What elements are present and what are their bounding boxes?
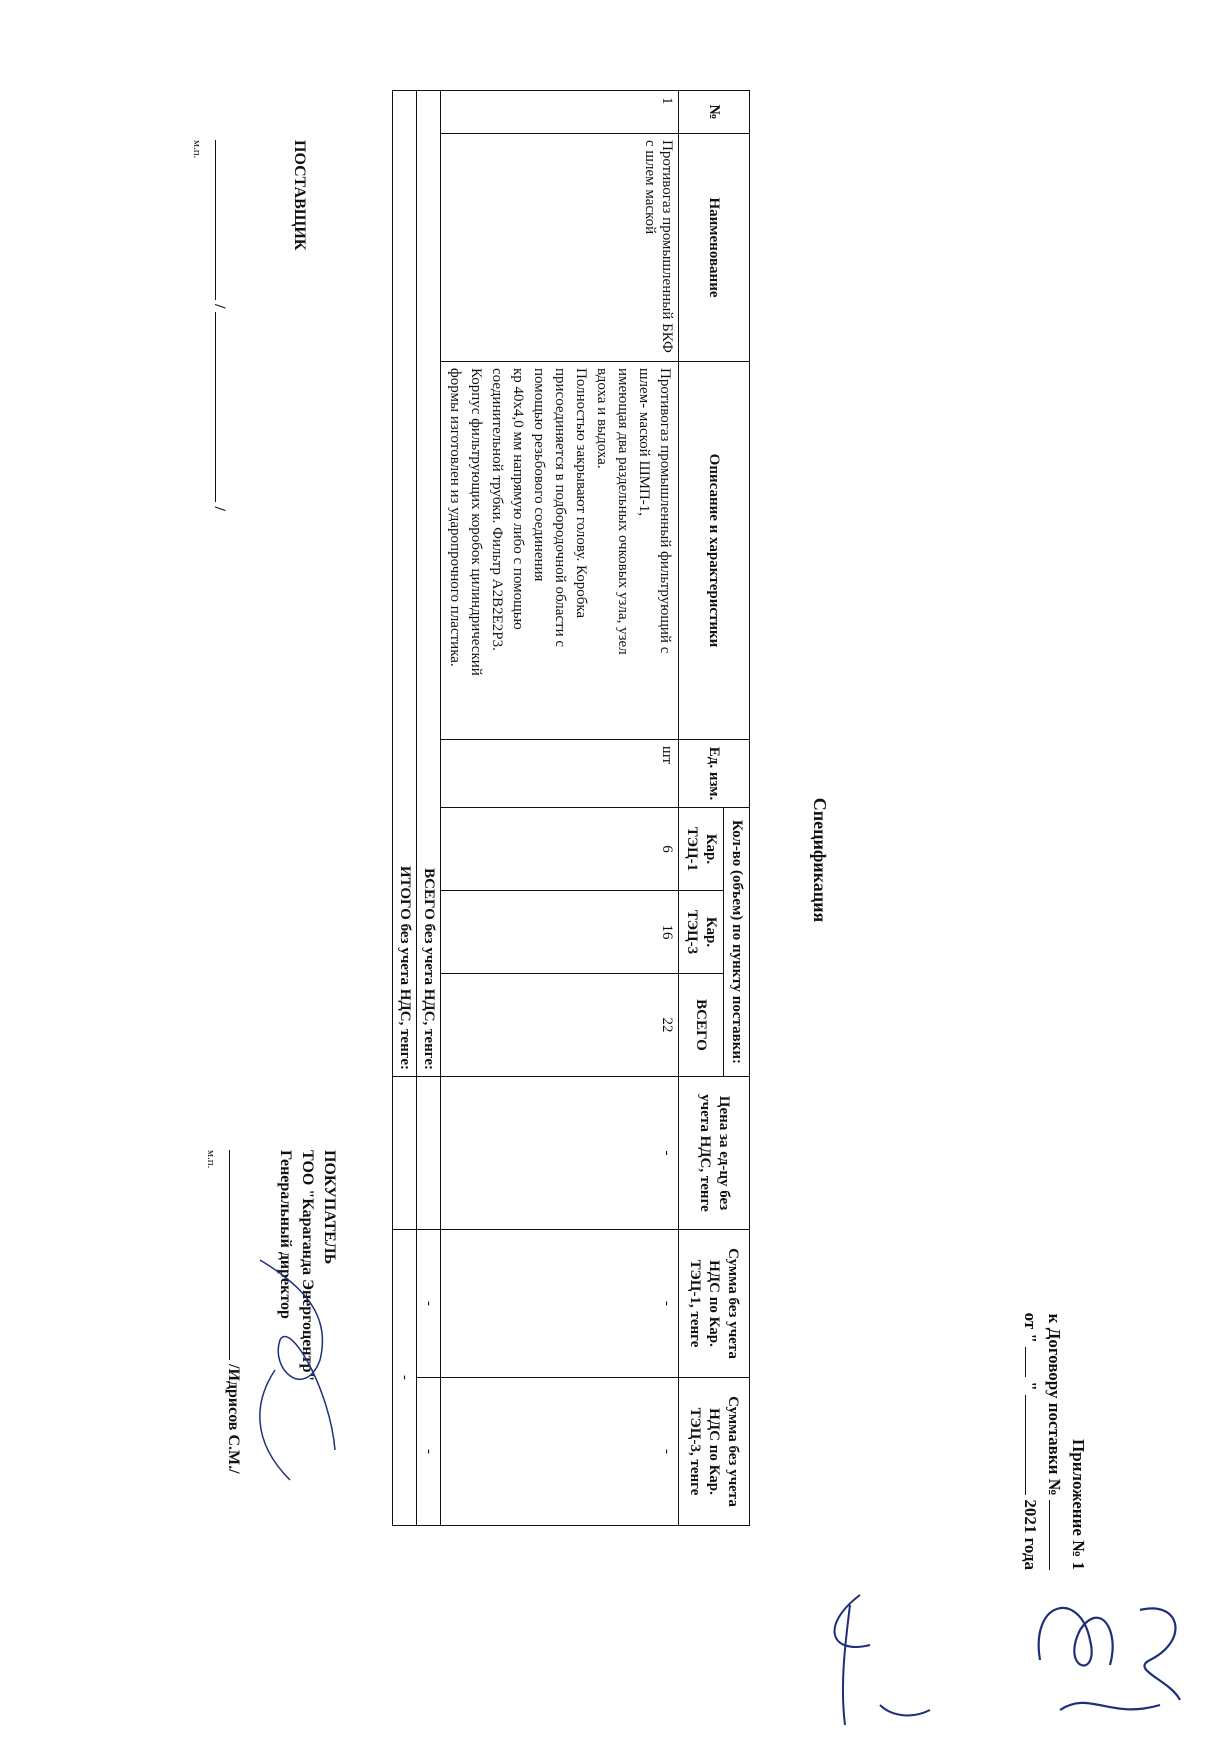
grand-price-empty <box>393 1077 417 1230</box>
description-line: шлем- маской ШМП-1, <box>636 368 652 516</box>
contract-reference: к Договору поставки № <box>1045 1313 1064 1496</box>
description-line: соединительной трубки. Фильтр А2В2Е2Р3. <box>489 368 505 651</box>
cell-qty-tec3: 16 <box>441 891 679 974</box>
supplier-title: ПОСТАВЩИК <box>291 140 308 251</box>
cell-qty-tec1: 6 <box>441 808 679 891</box>
header-qty-group: Кол-во (объем) по пункту поставки: <box>724 808 750 1077</box>
appendix-title: Приложение № 1 <box>1069 1439 1088 1570</box>
cell-qty-total: 22 <box>441 974 679 1077</box>
header-qty-tec1: Кар. ТЭЦ-1 <box>679 808 724 891</box>
buyer-signature-line <box>229 1150 230 1360</box>
grand-total-label: ИТОГО без учета НДС, тенге: <box>393 91 417 1077</box>
description-line: Противогаз промышленный фильтрующий с <box>657 368 673 654</box>
cell-no: 1 <box>441 91 679 134</box>
description-line: Корпус фильтрующих коробок цилиндрический <box>468 368 484 676</box>
total-row <box>417 91 441 1526</box>
buyer-title: ПОКУПАТЕЛЬ <box>321 1150 338 1265</box>
date-month-blank <box>1025 1395 1026 1495</box>
handwritten-mark-left-icon <box>800 1585 950 1735</box>
description-line: вдоха и выдоха. <box>594 368 610 469</box>
cell-description <box>441 362 679 740</box>
cell-price: - <box>441 1077 679 1230</box>
header-name: Наименование <box>679 134 750 362</box>
header-no: № <box>679 91 750 134</box>
page-title: Спецификация <box>810 797 830 923</box>
description-line: присоединяется в подбородочной области с <box>552 368 568 648</box>
handwritten-initials-icon <box>1020 1570 1200 1730</box>
grand-total-row <box>393 91 417 1526</box>
total-price-empty <box>417 1077 441 1230</box>
specification-table <box>392 90 750 1526</box>
description-line: Полностью закрывают голову. Коробка <box>573 368 589 619</box>
rotated-document <box>10 10 1100 1710</box>
supplier-name-line <box>215 312 216 502</box>
buyer-signer: /Идрисов С.М./ <box>225 1364 242 1474</box>
cell-sum-tec1: - <box>441 1230 679 1378</box>
date-prefix: от " <box>1021 1312 1040 1343</box>
date-day-blank <box>1025 1347 1026 1377</box>
header-price: Цена за ед-цу без учета НДС, тенге <box>679 1077 750 1230</box>
date-year: 2021 года <box>1021 1499 1040 1570</box>
date-mid: " <box>1021 1381 1040 1391</box>
header-sum-tec3: Сумма без учета НДС по Кар. ТЭЦ-3, тенге <box>679 1378 750 1526</box>
table-row <box>441 91 679 1526</box>
contract-number-blank <box>1049 1500 1050 1570</box>
header-description: Описание и характеристики <box>679 362 750 740</box>
description-line: помощью резьбового соединения <box>531 368 547 582</box>
cell-name: Противогаз промышленный БКФ с шлем маской <box>441 134 679 362</box>
total-label: ВСЕГО без учета НДС, тенге: <box>417 91 441 1077</box>
description-line: кр 40х4,0 мм напрямую либо с помощью <box>510 368 526 630</box>
supplier-block: ПОСТАВЩИК / / м.п. <box>186 140 310 511</box>
buyer-position: Генеральный директор <box>277 1150 294 1319</box>
supplier-stamp-place: м.п. <box>191 140 203 159</box>
supplier-signature-line <box>215 140 216 300</box>
header-qty-tec3: Кар. ТЭЦ-3 <box>679 891 724 974</box>
cell-unit: шт <box>441 740 679 808</box>
header-qty-total: ВСЕГО <box>679 974 724 1077</box>
description-line: формы изготовлен из ударопрочного пластика. <box>447 368 463 667</box>
grand-total-value: - <box>393 1230 417 1526</box>
buyer-signature-icon <box>240 1250 350 1490</box>
total-tec3: - <box>417 1378 441 1526</box>
header-sum-tec1: Сумма без учета НДС по Кар. ТЭЦ-1, тенге <box>679 1230 750 1378</box>
appendix-header <box>1018 1270 1090 1570</box>
buyer-stamp-place: м.п. <box>205 1150 217 1169</box>
cell-sum-tec3: - <box>441 1378 679 1526</box>
buyer-org: ТОО "Караганда Энергоцентр" <box>299 1150 316 1382</box>
description-line: имеющая два раздельных очковых узла, узел <box>615 368 631 655</box>
header-unit: Ед. изм. <box>679 740 750 808</box>
total-tec1: - <box>417 1230 441 1378</box>
